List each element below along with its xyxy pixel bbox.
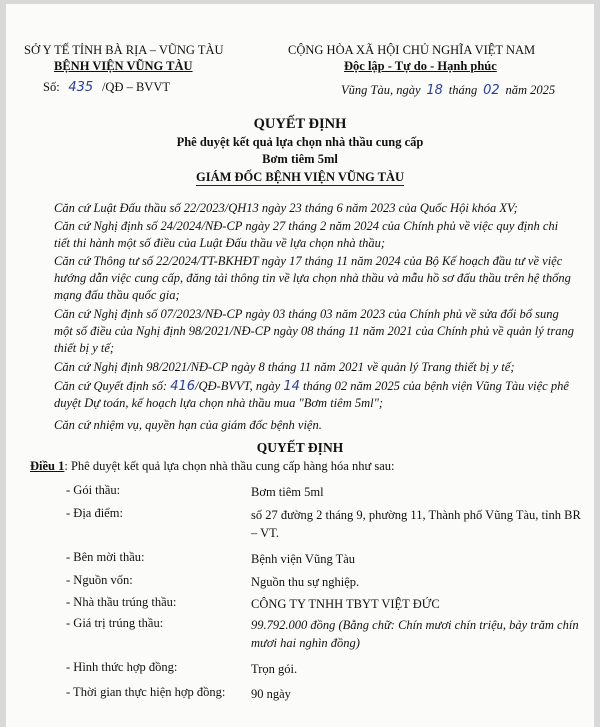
decision-heading: QUYẾT ĐỊNH — [256, 440, 344, 455]
date-month-label: tháng — [448, 83, 478, 97]
row-value: 90 ngày — [251, 687, 291, 701]
handwritten-day: 18 — [426, 83, 443, 98]
handwritten-number: 435 — [68, 80, 94, 95]
basis6-prefix: Căn cứ Quyết định số: — [54, 379, 168, 393]
row-label: - Nhà thầu trúng thầu: — [66, 595, 177, 609]
row-label: - Bên mời thầu: — [66, 550, 145, 564]
row-label: - Nguồn vốn: — [66, 573, 133, 587]
number-suffix: /QĐ – BVVT — [101, 80, 170, 94]
date-place: Vũng Tàu, ngày — [341, 83, 421, 97]
basis-decree-07: Căn cứ Nghị định số 07/2023/NĐ-CP ngày 03 tháng 03 năm 2023 của Chính phủ về sửa đổi bổ sung một số điều của Nghị định 98/2021/NĐ-CP ngày 08 tháng 11 năm 2021 của Chính phủ về quản lý trang thiết bị y tế; — [54, 307, 574, 355]
decision-title: QUYẾT ĐỊNH — [253, 116, 347, 132]
row-value: CÔNG TY TNHH TBYT VIỆT ĐỨC — [251, 597, 440, 611]
handwritten-decision-number: 416 — [170, 379, 196, 394]
basis-decision-416 — [54, 378, 574, 412]
row-label: - Địa điểm: — [66, 506, 123, 520]
basis-law: Căn cứ Luật Đấu thầu số 22/2023/QH13 ngày 23 tháng 6 năm 2023 của Quốc Hội khóa XV; — [54, 201, 518, 215]
decision-subtitle: Phê duyệt kết quả lựa chọn nhà thầu cung cấp — [176, 135, 424, 149]
basis-circular-22: Căn cứ Thông tư số 22/2024/TT-BKHĐT ngày 17 tháng 11 năm 2024 của Bộ Kế hoạch đầu tư về việc hướng dẫn việc cung cấp, đăng tải thông tin về lựa chọn nhà thầu và mẫu hồ sơ đấu thầu trên hệ thống mạng đấu thầu quốc gia; — [54, 254, 571, 302]
article-text: : Phê duyệt kết quả lựa chọn nhà thầu cung cấp hàng hóa như sau: — [64, 459, 395, 473]
row-value: 99.792.000 đồng (Bằng chữ: Chín mươi chín triệu, bảy trăm chín mươi hai nghìn đồng) — [251, 618, 579, 650]
issue-date — [341, 83, 555, 98]
article-1 — [30, 459, 395, 474]
row-value: Trọn gói. — [251, 662, 298, 676]
handwritten-month: 02 — [483, 83, 500, 98]
decision-item: Bơm tiêm 5ml — [262, 152, 338, 166]
row-label: - Giá trị trúng thầu: — [66, 616, 164, 630]
republic-name: CỘNG HÒA XÃ HỘI CHỦ NGHĨA VIỆT NAM — [288, 43, 536, 57]
date-year: năm 2025 — [505, 83, 556, 97]
basis6-rest: tháng 02 năm 2025 của bệnh viện Vũng Tàu việc phê duyệt Dự toán, kế hoạch lựa chọn nhà thầu mua "Bơm tiêm 5ml"; — [54, 379, 569, 410]
row-value: Nguồn thu sự nghiệp. — [251, 575, 360, 589]
authority-text: GIÁM ĐỐC BỆNH VIỆN VŨNG TÀU — [195, 170, 404, 184]
row-value: Bơm tiêm 5ml — [251, 485, 324, 499]
basis-decree-98: Căn cứ Nghị định 98/2021/NĐ-CP ngày 8 tháng 11 năm 2021 về quản lý Trang thiết bị y tế; — [54, 360, 515, 374]
decision-authority — [6, 170, 594, 185]
ministry-name: SỞ Y TẾ TỈNH BÀ RỊA – VŨNG TÀU — [24, 43, 224, 57]
handwritten-decision-day: 14 — [283, 379, 300, 394]
article-label: Điều 1 — [30, 459, 65, 473]
basis-authority: Căn cứ nhiệm vụ, quyền hạn của giám đốc bệnh viện. — [54, 418, 322, 432]
hospital-name: BỆNH VIỆN VŨNG TÀU — [54, 59, 193, 73]
basis-decree-24: Căn cứ Nghị định số 24/2024/NĐ-CP ngày 27 tháng 2 năm 2024 của Chính phủ về việc quy định chi tiết thi hành một số điều của Luật Đấu thầu về lựa chọn nhà thầu; — [54, 219, 559, 250]
national-motto: Độc lập - Tự do - Hạnh phúc — [344, 59, 497, 73]
basis6-mid: /QĐ-BVVT, ngày — [195, 379, 281, 393]
row-value: Bệnh viện Vũng Tàu — [251, 552, 356, 566]
row-label: - Thời gian thực hiện hợp đồng: — [66, 685, 226, 699]
document-number — [43, 80, 170, 95]
row-label: - Gói thầu: — [66, 483, 121, 497]
row-label: - Hình thức hợp đồng: — [66, 660, 178, 674]
document-page — [6, 4, 594, 727]
row-value: số 27 đường 2 tháng 9, phường 11, Thành phố Vũng Tàu, tỉnh BR – VT. — [251, 508, 581, 540]
number-prefix: Số: — [43, 80, 60, 94]
